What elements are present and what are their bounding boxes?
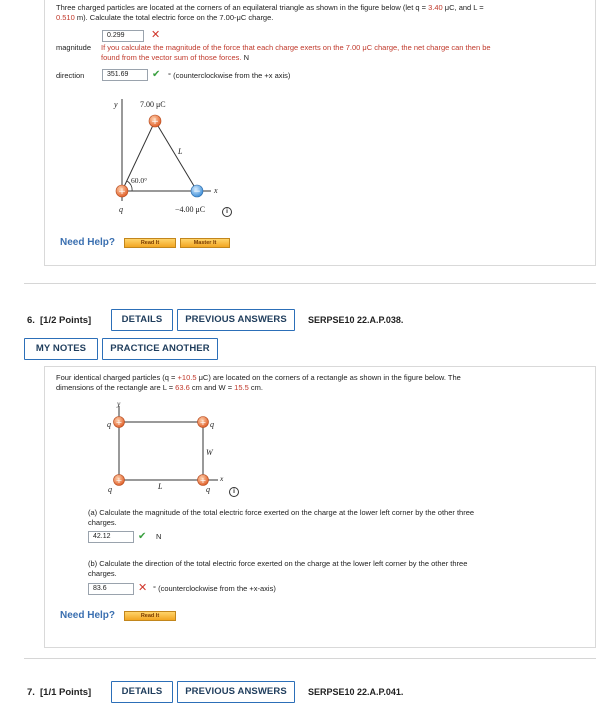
q6-charge-bottom-left (114, 475, 125, 486)
q6-W-value: 15.5 (234, 383, 249, 392)
q6-part-b-text: (b) Calculate the direction of the total electric force exerted on the charge at the lower left corner by the other three charges. (88, 559, 468, 578)
q6-q-top-left-label: q (107, 420, 111, 429)
q6-rectangle (119, 422, 203, 480)
q5-direction-input[interactable]: 351.69 (102, 69, 148, 81)
q6-L-label: L (158, 482, 163, 491)
q7-code: SERPSE10 22.A.P.041. (308, 687, 404, 697)
q5-direction-unit: ° (counterclockwise from the +x axis) (168, 71, 291, 80)
wrong-icon: ✕ (151, 29, 161, 41)
q6-read-it-button[interactable]: Read It (124, 611, 176, 621)
q7-number: 7. (27, 687, 35, 698)
q5-x-label: x (214, 186, 218, 195)
q6-rectangle-figure (100, 398, 240, 498)
q5-right-charge (191, 185, 203, 197)
q5-magnitude-input[interactable]: 0.299 (102, 30, 144, 42)
q5-magnitude-unit: N (243, 53, 249, 62)
q5-left-charge (116, 185, 128, 197)
q5-magnitude-hint: If you calculate the magnitude of the force that each charge exerts on the 7.00 μC charge, the net charge can then be found from the vector sum of those forces. N (101, 43, 491, 62)
q5-triangle-side-right (155, 121, 197, 191)
q5-right-charge-label: −4.00 μC (175, 205, 206, 214)
q5-need-help: Need Help? (60, 237, 116, 248)
q6-need-help: Need Help? (60, 610, 116, 621)
correct-icon: ✔ (152, 69, 161, 80)
q7-points: [1/1 Points] (40, 687, 92, 698)
svg-text:+: + (199, 418, 207, 427)
q5-direction-label: direction (56, 71, 85, 80)
svg-text:+: + (151, 117, 159, 127)
q6-top-divider (24, 283, 596, 284)
q5-triangle-figure (95, 95, 245, 225)
info-icon[interactable]: i (222, 207, 232, 217)
q6-previous-answers-button[interactable]: PREVIOUS ANSWERS (177, 309, 295, 331)
wrong-icon: ✕ (138, 582, 148, 594)
info-icon[interactable]: i (229, 487, 239, 497)
q6-q-value: +10.5 (177, 373, 197, 382)
q5-angle-label: 60.0° (131, 176, 148, 185)
q6-q-top-right-label: q (210, 420, 214, 429)
q6-practice-another-button[interactable]: PRACTICE ANOTHER (102, 338, 218, 360)
q6-part-a-text: (a) Calculate the magnitude of the total electric force exerted on the charge at the lower left corner by the other three charges. (88, 508, 475, 527)
q6-details-button[interactable]: DETAILS (111, 309, 173, 331)
correct-icon: ✔ (138, 531, 147, 542)
q6-part-a-unit: N (156, 532, 162, 541)
q6-problem-text: Four identical charged particles (q = +10.5 μC) are located on the corners of a rectangle as shown in the figure below. The dimensions of the rectangle are L = 63.6 cm and W = 15.5 cm. (56, 373, 461, 392)
q5-q-value: 3.40 (428, 3, 443, 12)
q6-L-value: 63.6 (175, 383, 190, 392)
q6-q-bottom-right-label: q (206, 485, 210, 494)
q6-my-notes-button[interactable]: MY NOTES (24, 338, 98, 360)
q6-W-label: W (206, 448, 213, 457)
q6-code: SERPSE10 22.A.P.038. (308, 315, 404, 325)
q6-charge-bottom-right (198, 475, 209, 486)
q7-previous-answers-button[interactable]: PREVIOUS ANSWERS (177, 681, 295, 703)
q5-y-label: y (114, 100, 118, 109)
svg-text:+: + (115, 476, 123, 485)
q6-charge-top-left (114, 417, 125, 428)
q5-left-charge-label: q (119, 205, 123, 214)
q5-top-charge-label: 7.00 μC (140, 100, 166, 109)
q5-magnitude-label: magnitude (56, 43, 92, 52)
svg-text:+: + (199, 476, 207, 485)
q5-side-label: L (178, 147, 183, 156)
q6-part-b-unit: ° (counterclockwise from the +x-axis) (153, 584, 276, 593)
q6-points: [1/2 Points] (40, 315, 92, 326)
q5-problem-text: Three charged particles are located at the corners of an equilateral triangle as shown in the figure below (let q = 3.40 μC, and L = 0.510 m). Calculate the total electric force on the 7.00-μC charge. (56, 3, 484, 22)
q5-top-charge (149, 115, 161, 127)
q6-y-label: y (117, 399, 121, 408)
q6-part-a-input[interactable]: 42.12 (88, 531, 134, 543)
q7-top-divider (24, 658, 596, 659)
svg-text:+: + (115, 418, 123, 427)
q7-details-button[interactable]: DETAILS (111, 681, 173, 703)
q5-L-value: 0.510 (56, 13, 75, 22)
q5-read-it-button[interactable]: Read It (124, 238, 176, 248)
q6-charge-top-right (198, 417, 209, 428)
q5-master-it-button[interactable]: Master It (180, 238, 230, 248)
svg-text:−: − (193, 187, 201, 197)
q6-q-bottom-left-label: q (108, 485, 112, 494)
q6-part-b-input[interactable]: 83.6 (88, 583, 134, 595)
svg-text:+: + (118, 187, 126, 197)
q6-x-label: x (220, 474, 224, 483)
q6-number: 6. (27, 315, 35, 326)
